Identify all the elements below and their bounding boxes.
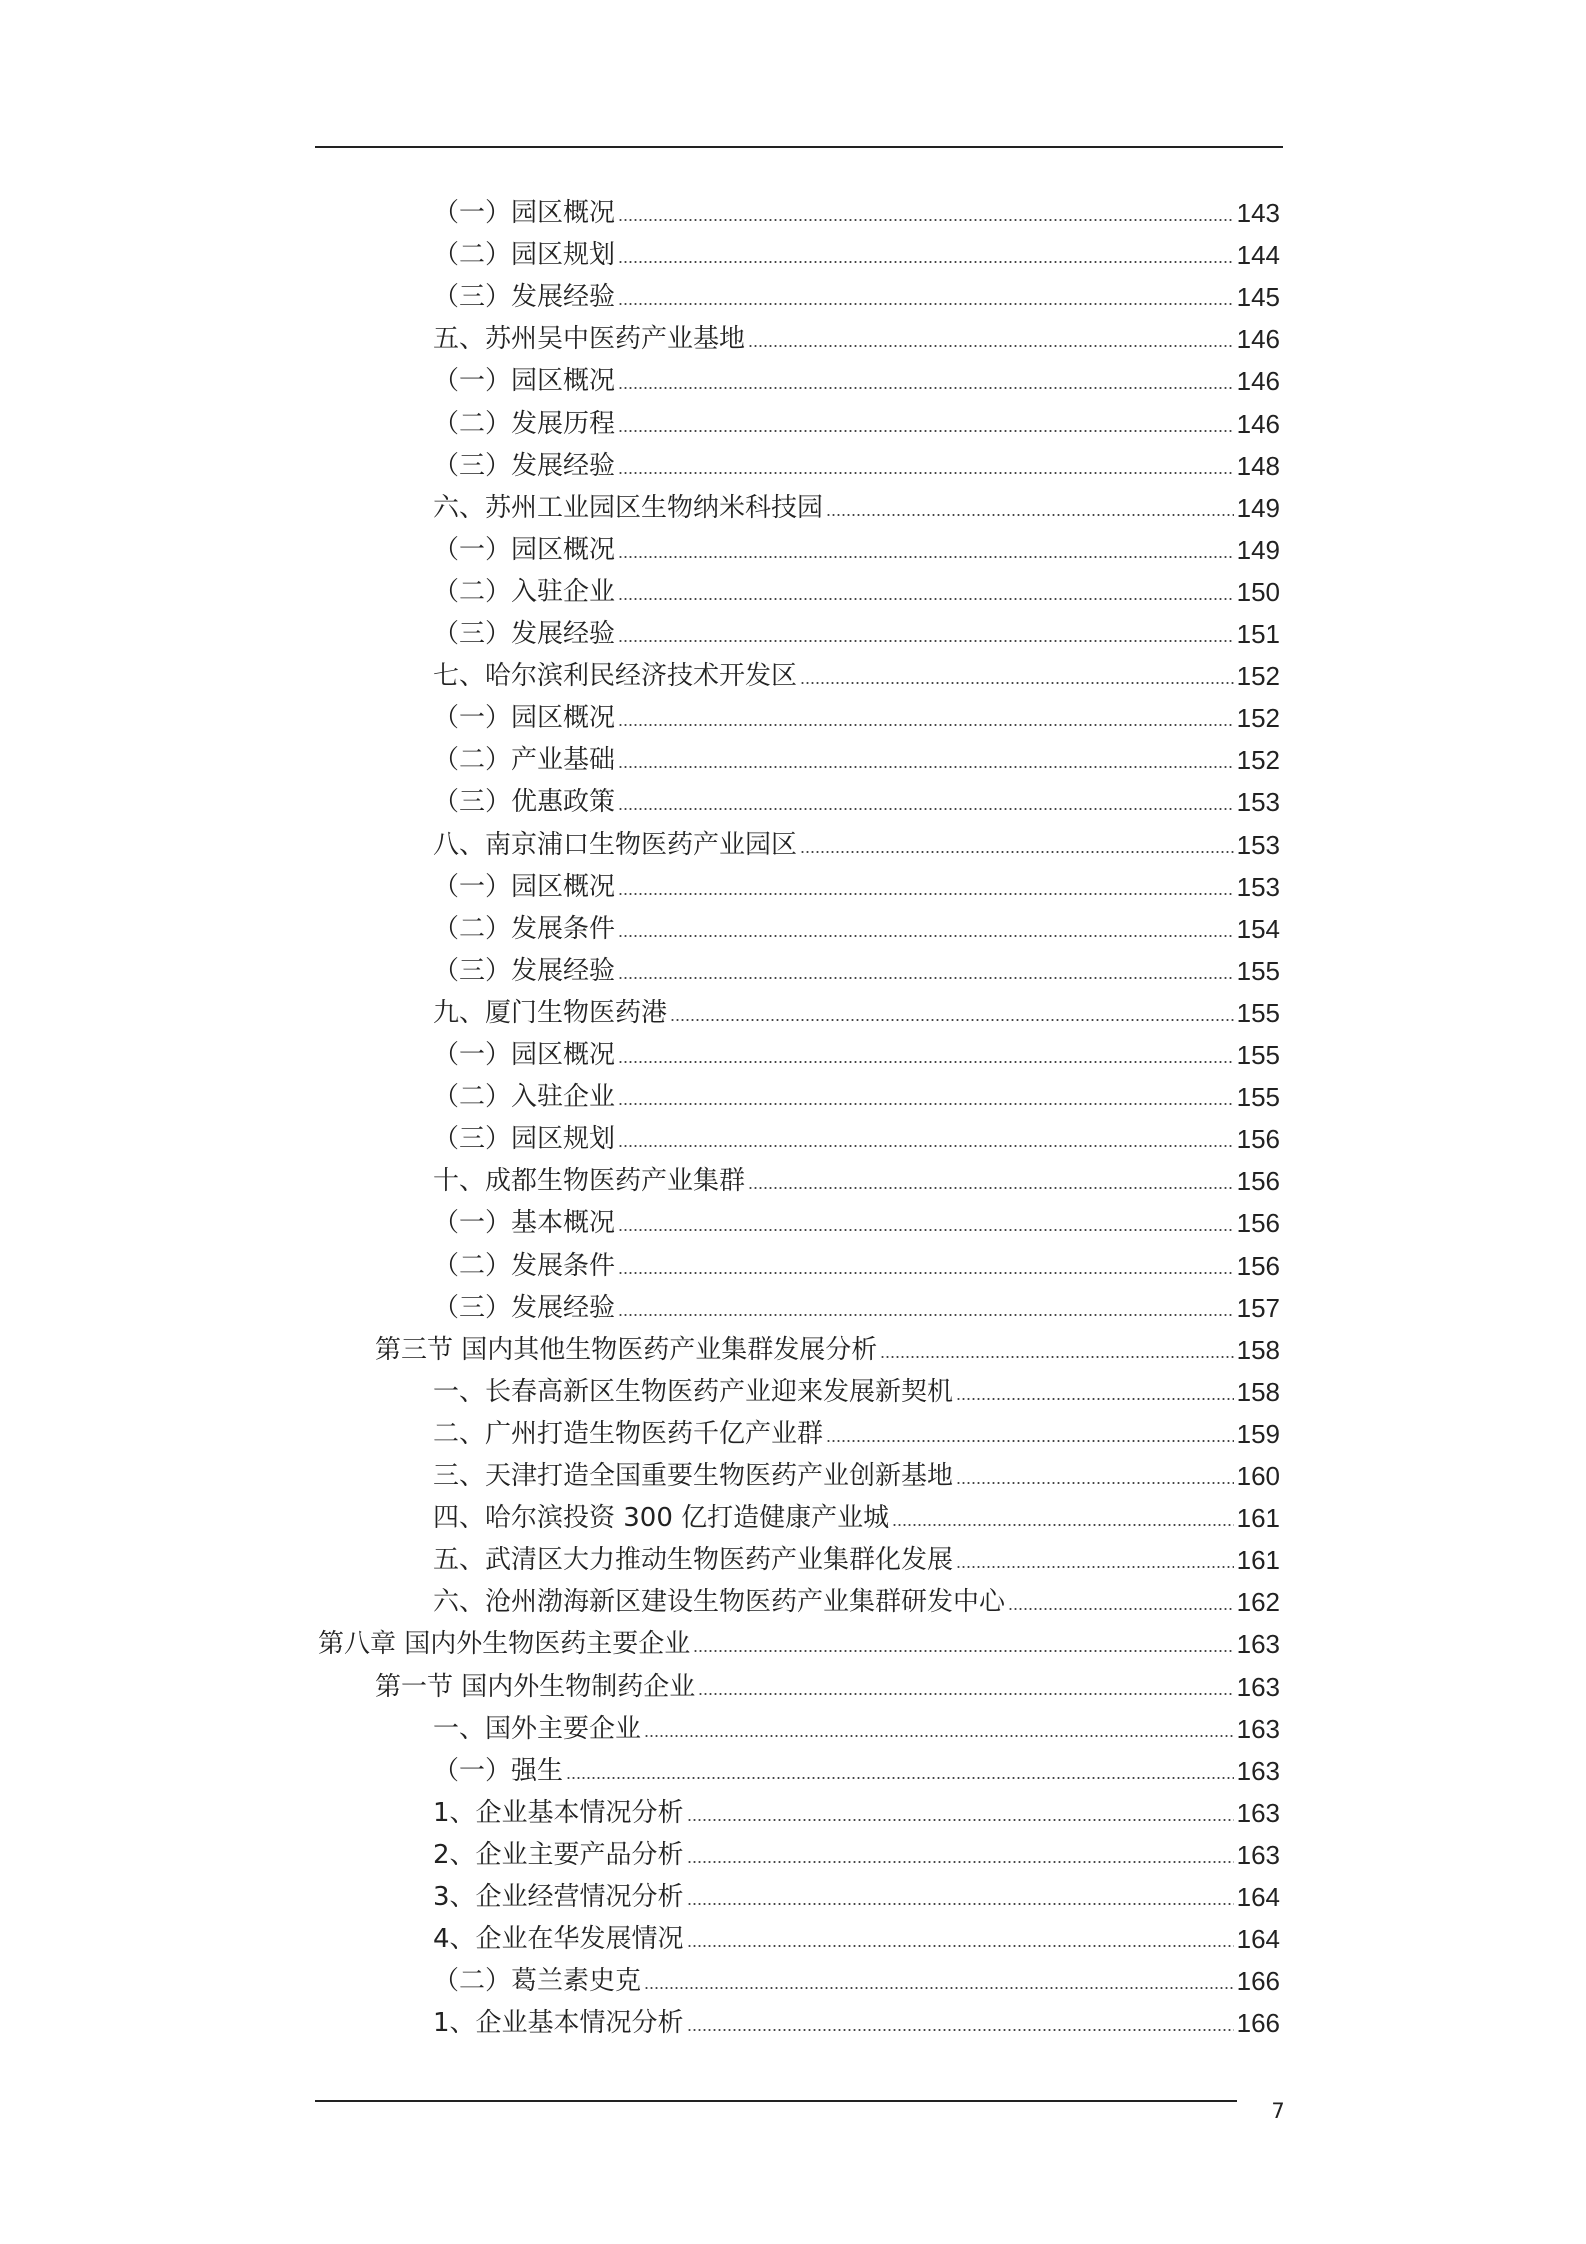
toc-entry-title: 4、企业在华发展情况 (433, 1924, 684, 1955)
toc-entry[interactable] (433, 992, 1280, 1034)
toc-entry[interactable] (433, 739, 1280, 781)
toc-entry-page: 153 (1236, 871, 1280, 902)
toc-entry-page: 155 (1236, 955, 1280, 986)
toc-entry-page: 155 (1236, 1082, 1280, 1113)
toc-entry-page: 146 (1236, 324, 1280, 355)
toc-leader-dots (618, 893, 1234, 895)
toc-entry[interactable] (433, 781, 1280, 823)
toc-leader-dots (618, 766, 1234, 768)
toc-entry-page: 162 (1236, 1587, 1280, 1618)
toc-entry-title: （三）发展经验 (433, 282, 616, 313)
toc-entry-title: （三）发展经验 (433, 619, 616, 649)
toc-entry-title: 3、企业经营情况分析 (433, 1882, 684, 1912)
toc-entry[interactable] (433, 192, 1280, 234)
toc-entry-page: 154 (1236, 913, 1280, 944)
toc-entry-page: 149 (1236, 534, 1280, 565)
toc-leader-dots (618, 1103, 1234, 1105)
toc-entry[interactable] (433, 1118, 1280, 1160)
toc-entry-page: 153 (1236, 829, 1280, 860)
toc-entry-page: 161 (1236, 1545, 1280, 1576)
toc-entry-page: 146 (1236, 408, 1280, 439)
toc-leader-dots (618, 219, 1234, 221)
toc-entry-page: 158 (1236, 1376, 1280, 1407)
toc-entry-title: （二）发展历程 (433, 408, 616, 439)
toc-entry-title: （一）园区概况 (433, 703, 616, 734)
toc-entry[interactable] (433, 1413, 1280, 1455)
toc-entry-page: 155 (1236, 997, 1280, 1028)
toc-entry-title: （一）园区概况 (433, 871, 616, 902)
toc-entry[interactable] (433, 1371, 1280, 1413)
toc-entry-page: 152 (1236, 703, 1280, 734)
toc-entry-title: 六、沧州渤海新区建设生物医药产业集群研发中心 (433, 1587, 1006, 1618)
toc-entry-title: 三、天津打造全国重要生物医药产业创新基地 (433, 1461, 954, 1491)
toc-entry-title: 五、武清区大力推动生物医药产业集群化发展 (433, 1545, 954, 1576)
toc-entry-title: （一）园区概况 (433, 1040, 616, 1070)
toc-entry-page: 164 (1236, 1924, 1280, 1955)
toc-leader-dots (618, 472, 1234, 474)
toc-entry[interactable] (375, 1329, 1280, 1371)
toc-entry-title: 十、成都生物医药产业集群 (433, 1166, 746, 1197)
toc-entry-title: （二）入驻企业 (433, 1082, 616, 1113)
toc-entry-title: （三）发展经验 (433, 1292, 616, 1323)
toc-entry-page: 146 (1236, 366, 1280, 397)
toc-entry[interactable] (433, 445, 1280, 487)
toc-entry[interactable] (433, 1960, 1280, 2002)
toc-leader-dots (687, 1819, 1234, 1821)
toc-entry-page: 155 (1236, 1040, 1280, 1070)
toc-entry[interactable] (433, 655, 1280, 697)
toc-leader-dots (956, 1398, 1234, 1400)
toc-leader-dots (618, 724, 1234, 726)
toc-entry-page: 166 (1236, 2008, 1280, 2039)
toc-entry[interactable] (433, 1581, 1280, 1623)
toc-leader-dots (1008, 1608, 1234, 1610)
toc-leader-dots (618, 977, 1234, 979)
toc-entry-page: 151 (1236, 619, 1280, 649)
toc-entry-page: 163 (1236, 1713, 1280, 1744)
toc-leader-dots (698, 1693, 1233, 1695)
toc-entry-title: （三）发展经验 (433, 450, 616, 481)
toc-entry[interactable] (433, 529, 1280, 571)
toc-entry-title: 2、企业主要产品分析 (433, 1839, 684, 1870)
toc-entry[interactable] (433, 318, 1280, 360)
toc-entry-page: 152 (1236, 661, 1280, 692)
toc-entry[interactable] (433, 1792, 1280, 1834)
toc-entry-page: 159 (1236, 1418, 1280, 1449)
toc-entry-page: 166 (1236, 1966, 1280, 1997)
toc-entry-title: （一）园区概况 (433, 366, 616, 397)
toc-entry-page: 163 (1236, 1629, 1280, 1660)
toc-entry[interactable] (433, 276, 1280, 318)
toc-entry[interactable] (433, 1918, 1280, 1960)
toc-entry-title: （一）园区概况 (433, 198, 616, 228)
toc-entry-title: （二）发展条件 (433, 913, 616, 944)
toc-leader-dots (687, 1945, 1234, 1947)
toc-entry[interactable] (433, 1455, 1280, 1497)
toc-leader-dots (687, 1861, 1234, 1863)
toc-leader-dots (687, 1903, 1234, 1905)
toc-leader-dots (956, 1482, 1234, 1484)
toc-leader-dots (800, 682, 1234, 684)
toc-entry-title: 第三节 国内其他生物医药产业集群发展分析 (375, 1334, 878, 1365)
toc-entry-page: 144 (1236, 240, 1280, 271)
toc-entry-page: 163 (1236, 1671, 1280, 1702)
toc-entry-page: 164 (1236, 1882, 1280, 1912)
toc-entry[interactable] (433, 1539, 1280, 1581)
toc-entry-title: （三）园区规划 (433, 1124, 616, 1155)
toc-entry-page: 160 (1236, 1461, 1280, 1491)
toc-entry-title: 第八章 国内外生物医药主要企业 (318, 1629, 691, 1660)
toc-entry[interactable] (433, 1034, 1280, 1076)
toc-entry[interactable] (433, 824, 1280, 866)
toc-leader-dots (618, 1314, 1234, 1316)
toc-entry[interactable] (433, 1497, 1280, 1539)
toc-leader-dots (618, 430, 1234, 432)
toc-entry-page: 152 (1236, 745, 1280, 776)
toc-leader-dots (956, 1566, 1234, 1568)
toc-entry-page: 156 (1236, 1166, 1280, 1197)
toc-entry-title: （二）入驻企业 (433, 576, 616, 607)
toc-entry[interactable] (433, 234, 1280, 276)
toc-entry[interactable] (433, 487, 1280, 529)
toc-entry[interactable] (433, 1202, 1280, 1244)
toc-leader-dots (880, 1356, 1233, 1358)
toc-entry-title: （三）优惠政策 (433, 787, 616, 818)
toc-leader-dots (618, 1229, 1234, 1231)
toc-leader-dots (826, 1440, 1234, 1442)
toc-leader-dots (618, 387, 1234, 389)
toc-entry-title: 1、企业基本情况分析 (433, 1797, 684, 1828)
toc-entry-page: 150 (1236, 576, 1280, 607)
toc-leader-dots (618, 808, 1234, 810)
toc-entry[interactable] (433, 1287, 1280, 1329)
toc-entry-page: 163 (1236, 1839, 1280, 1870)
toc-entry[interactable] (433, 1245, 1280, 1287)
toc-leader-dots (618, 303, 1234, 305)
toc-entry-title: 五、苏州吴中医药产业基地 (433, 324, 746, 355)
toc-leader-dots (826, 514, 1234, 516)
toc-leader-dots (748, 1187, 1234, 1189)
toc-leader-dots (644, 1735, 1234, 1737)
toc-entry-page: 157 (1236, 1292, 1280, 1323)
toc-leader-dots (618, 598, 1234, 600)
toc-entry-title: （一）强生 (433, 1755, 564, 1786)
toc-entry[interactable] (433, 1834, 1280, 1876)
toc-entry-title: 第一节 国内外生物制药企业 (375, 1671, 696, 1702)
toc-leader-dots (687, 2029, 1234, 2031)
toc-entry-title: 八、南京浦口生物医药产业园区 (433, 829, 798, 860)
toc-entry-title: （一）园区概况 (433, 534, 616, 565)
toc-leader-dots (618, 1272, 1234, 1274)
toc-entry-title: （二）产业基础 (433, 745, 616, 776)
toc-entry[interactable] (318, 1623, 1280, 1665)
toc-leader-dots (618, 935, 1234, 937)
toc-entry[interactable] (433, 2002, 1280, 2044)
toc-entry[interactable] (375, 1666, 1280, 1708)
toc-entry-title: 一、长春高新区生物医药产业迎来发展新契机 (433, 1376, 954, 1407)
toc-entry-page: 156 (1236, 1250, 1280, 1281)
toc-leader-dots (618, 556, 1234, 558)
toc-entry-page: 145 (1236, 282, 1280, 313)
toc-entry-page: 158 (1236, 1334, 1280, 1365)
toc-leader-dots (618, 1061, 1234, 1063)
toc-leader-dots (618, 1145, 1234, 1147)
toc-leader-dots (670, 1019, 1234, 1021)
toc-entry-title: 四、哈尔滨投资 300 亿打造健康产业城 (433, 1503, 890, 1534)
toc-leader-dots (618, 261, 1234, 263)
toc-entry[interactable] (433, 1076, 1280, 1118)
toc-leader-dots (566, 1777, 1234, 1779)
toc-entry-title: 一、国外主要企业 (433, 1713, 642, 1744)
toc-leader-dots (892, 1524, 1233, 1526)
toc-entry-page: 156 (1236, 1208, 1280, 1239)
toc-leader-dots (618, 640, 1234, 642)
toc-entry[interactable] (433, 360, 1280, 402)
toc-entry-title: 1、企业基本情况分析 (433, 2008, 684, 2039)
toc-entry[interactable] (433, 908, 1280, 950)
toc-entry-title: （二）发展条件 (433, 1250, 616, 1281)
toc-entry[interactable] (433, 697, 1280, 739)
toc-entry[interactable] (433, 403, 1280, 445)
page-number: 7 (1271, 2099, 1285, 2123)
toc-entry-title: 二、广州打造生物医药千亿产业群 (433, 1418, 824, 1449)
toc-entry-page: 143 (1236, 198, 1280, 228)
toc-entry[interactable] (433, 1160, 1280, 1202)
toc-entry-page: 149 (1236, 492, 1280, 523)
toc-entry-page: 156 (1236, 1124, 1280, 1155)
toc-entry[interactable] (433, 950, 1280, 992)
toc-entry-page: 163 (1236, 1755, 1280, 1786)
toc-entry-title: 九、厦门生物医药港 (433, 997, 668, 1028)
toc-entry[interactable] (433, 1876, 1280, 1918)
toc-entry[interactable] (433, 571, 1280, 613)
footer-rule (315, 2100, 1237, 2102)
header-rule (315, 146, 1283, 148)
toc-entry-title: 七、哈尔滨利民经济技术开发区 (433, 661, 798, 692)
toc-entry-title: （一）基本概况 (433, 1208, 616, 1239)
toc-entry-title: 六、苏州工业园区生物纳米科技园 (433, 492, 824, 523)
toc-leader-dots (693, 1650, 1233, 1652)
toc-entry-page: 153 (1236, 787, 1280, 818)
toc-leader-dots (644, 1987, 1234, 1989)
toc-entry[interactable] (433, 1750, 1280, 1792)
toc-entry[interactable] (433, 613, 1280, 655)
toc-entry-page: 163 (1236, 1797, 1280, 1828)
toc-leader-dots (748, 345, 1234, 347)
toc-entry[interactable] (433, 866, 1280, 908)
toc-entry-title: （三）发展经验 (433, 955, 616, 986)
toc-entry-page: 148 (1236, 450, 1280, 481)
toc-leader-dots (800, 851, 1234, 853)
toc-entry-title: （二）葛兰素史克 (433, 1966, 642, 1997)
toc-entry-title: （二）园区规划 (433, 240, 616, 271)
toc-entry[interactable] (433, 1708, 1280, 1750)
toc-entry-page: 161 (1236, 1503, 1280, 1534)
